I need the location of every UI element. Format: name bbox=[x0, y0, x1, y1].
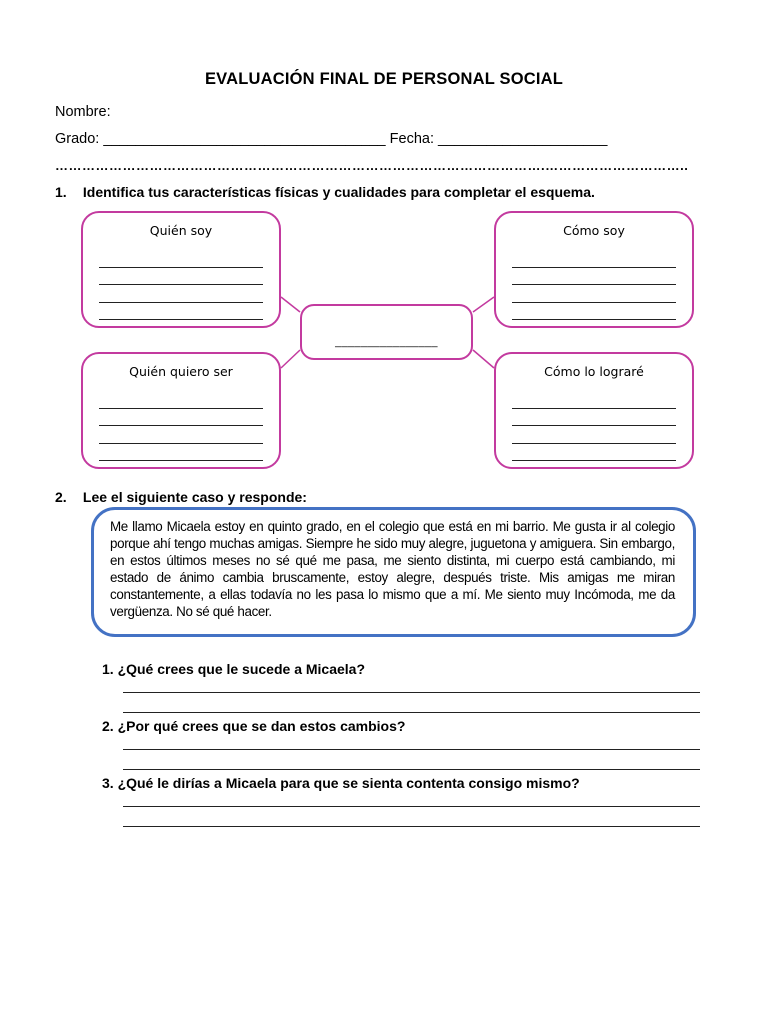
subquestion-2: 2. ¿Por qué crees que se dan estos cambios? bbox=[102, 718, 406, 734]
case-box bbox=[91, 507, 696, 637]
center-blank[interactable]: ________________ bbox=[335, 336, 438, 348]
grado-label: Grado: bbox=[55, 131, 100, 147]
box-quien-quiero-ser bbox=[81, 352, 281, 469]
answer-line[interactable] bbox=[123, 806, 700, 807]
nombre-label: Nombre: bbox=[55, 104, 111, 120]
grado-field[interactable]: ___________________________________ bbox=[103, 131, 386, 147]
question-2-number: 2. bbox=[55, 489, 67, 505]
question-2-heading bbox=[55, 489, 307, 505]
question-2-text: Lee el siguiente caso y responde: bbox=[82, 489, 307, 505]
box-title: Quién soy bbox=[149, 223, 213, 238]
question-1-text: Identifica tus características físicas y cualidades para completar el esquema. bbox=[82, 184, 595, 200]
box-title: Cómo soy bbox=[563, 223, 625, 238]
answer-lines[interactable] bbox=[512, 250, 676, 320]
fecha-field[interactable]: _____________________ bbox=[438, 131, 608, 147]
box-como-soy bbox=[494, 211, 694, 328]
answer-line[interactable] bbox=[123, 712, 700, 713]
answer-lines[interactable] bbox=[512, 391, 676, 461]
box-quien-soy bbox=[81, 211, 281, 328]
answer-lines[interactable] bbox=[99, 391, 263, 461]
separator-line: ……………………………………………………………………………………………….………………………….. bbox=[55, 158, 689, 173]
box-como-lo-lograre bbox=[494, 352, 694, 469]
question-1-number: 1. bbox=[55, 184, 67, 200]
box-title: Quién quiero ser bbox=[129, 364, 233, 379]
answer-line[interactable] bbox=[123, 692, 700, 693]
answer-line[interactable] bbox=[123, 749, 700, 750]
page-title: EVALUACIÓN FINAL DE PERSONAL SOCIAL bbox=[204, 70, 564, 88]
answer-line[interactable] bbox=[123, 826, 700, 827]
box-center bbox=[300, 304, 473, 360]
answer-line[interactable] bbox=[123, 769, 700, 770]
subquestion-3: 3. ¿Qué le dirías a Micaela para que se sienta contenta consigo mismo? bbox=[102, 775, 580, 791]
fecha-label: Fecha: bbox=[389, 131, 434, 147]
case-text: Me llamo Micaela estoy en quinto grado, en el colegio que está en mi barrio. Me gusta ir al colegio porque ahí tengo muchas amigas. Siempre he sido muy alegre, juguetona y amiguera. Sin embargo, en estos últimos meses no sé qué me pasa, me siento distinta, mi cuerpo está cambiando, mi estado de ánimo cambia bruscamente, estoy alegre, después triste. Mis amigas me miran constantemente, a ellas todavía no les pasa lo mismo que a mí. Me siento muy Incómoda, me da vergüenza. No sé qué hacer. bbox=[110, 519, 675, 619]
box-title: Cómo lo lograré bbox=[544, 364, 644, 379]
answer-lines[interactable] bbox=[99, 250, 263, 320]
subquestion-1: 1. ¿Qué crees que le sucede a Micaela? bbox=[102, 661, 366, 677]
